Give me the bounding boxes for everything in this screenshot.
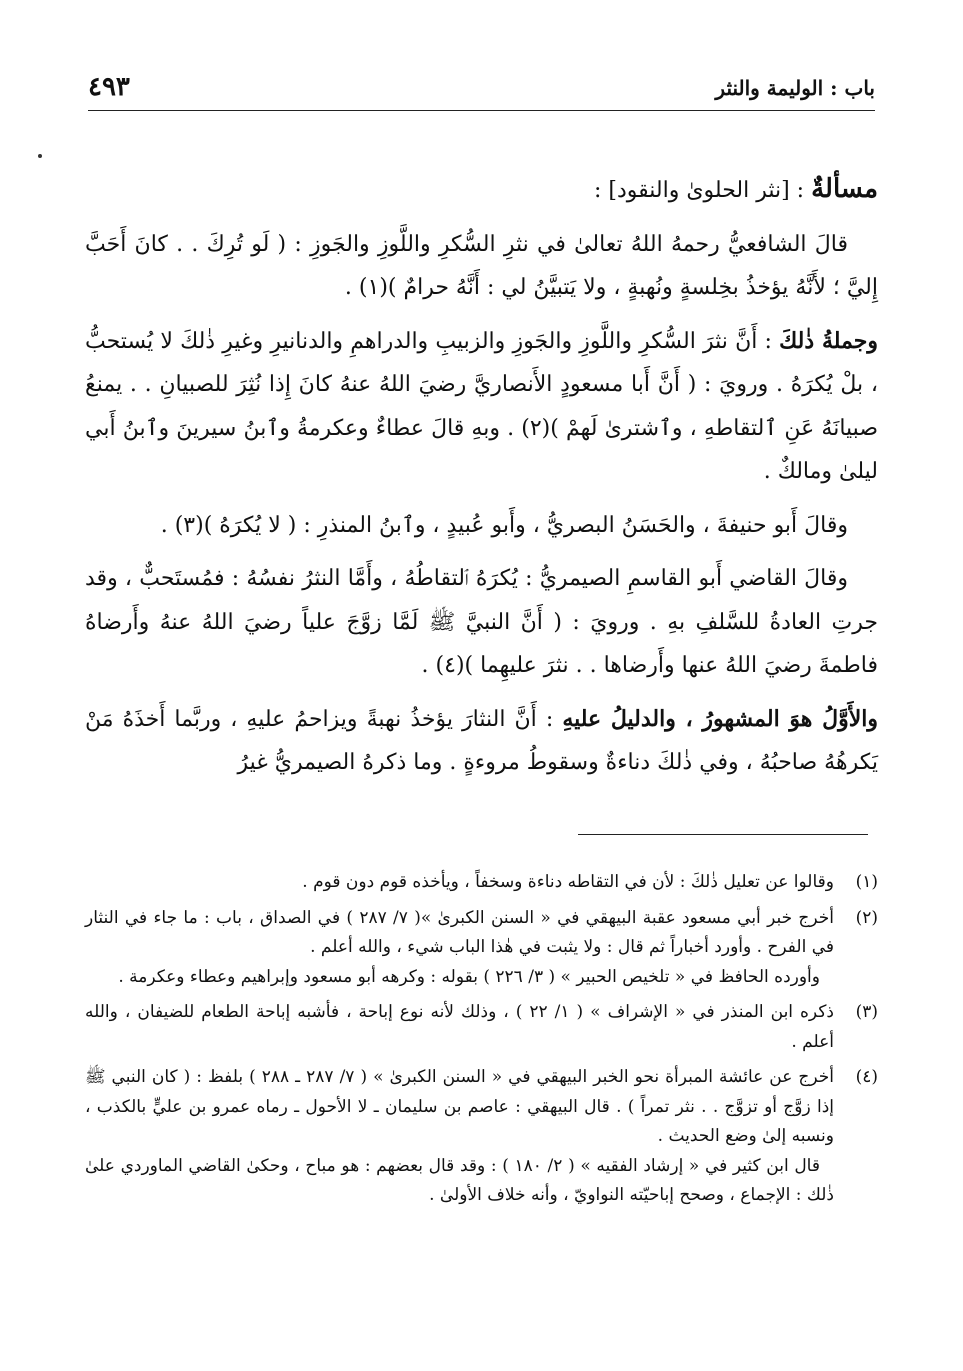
footnote-separator	[578, 834, 868, 835]
main-text	[85, 168, 878, 795]
page-header	[88, 70, 875, 111]
footnote-text: ذكره ابن المنذر في « الإشراف » ( ١/ ٢٢ ) ، وذلك لأنه نوع إباحة ، فأشبه إباحة الطعام للضيفان ، والله أعلم .	[85, 1002, 834, 1052]
paragraph-2-lead: وجملةُ ذٰلكَ	[779, 327, 878, 354]
footnote-body	[85, 904, 834, 993]
footnote-body	[85, 998, 834, 1057]
section-heading	[85, 168, 878, 213]
footnote-body	[85, 868, 834, 898]
footnote	[85, 868, 878, 898]
paragraph-3: وقالَ أَبو حنيفةَ ، والحَسَنُ البصريُّ ، وأَبو عُبيدٍ ، وٱبنُ المنذرِ : ( لا يُكرَهُ )(٣) .	[160, 512, 848, 538]
footnote-subtext: وأورده الحافظ في « تلخيص الحبير » ( ٣/ ٢٢٦ ) بقوله : وكرهه أبو مسعود وإبراهيم وعطاء وعكرمة .	[118, 966, 820, 987]
footnote-number: (١)	[855, 872, 878, 892]
footnote-number: (٢)	[855, 907, 878, 928]
paragraph-2	[85, 320, 878, 494]
footnote-number: (٤)	[855, 1067, 878, 1087]
paragraph-1: قالَ الشافعيُّ رحمهُ اللهُ تعالىٰ في نثرِ السُّكرِ واللَّوزِ والجَوزِ : ( لَو تُرِكَ . . كانَ أَحَبَّ إِليَّ ؛ لأَنَّهُ يؤخذُ بخِلسةٍ ونُهبةٍ ، ولا يَتبيَّنُ لي : أَنَّهُ حرامٌ )(١) .	[85, 231, 878, 300]
footnote-subtext: قال ابن كثير في « إرشاد الفقيه » ( ٢/ ١٨٠ ) : وقد قال بعضهم : هو مباح ، وحكىٰ القاضي الماوردي علىٰ ذٰلك : الإجماع ، وصحح إباحيّته النواويّ ، وأنه خلاف الأولىٰ .	[85, 1155, 834, 1205]
footnote-body	[85, 1063, 834, 1211]
footnotes	[85, 868, 878, 1217]
margin-dot	[38, 154, 42, 158]
footnote	[85, 1063, 878, 1211]
heading-label: مسألةٌ	[811, 174, 878, 204]
footnote-text: أخرج عن عائشة المبرأة نحو الخبر البيهقي في « السنن الكبرىٰ » ( ٧/ ٢٨٧ ـ ٢٨٨ ) بلفظ : ( كان النبي ﷺ إذا زوَّج أو تزوَّج . . نثر تمراً ) . قال البيهقي : عاصم بن سليمان ـ لا الأحول ـ رماه عمرو بن عليٍّ بالكذب ، ونسبه إلىٰ وضع الحديث .	[85, 1067, 834, 1146]
footnote-text: وقالوا عن تعليل ذٰلكَ : لأن في التقاطه دناءة وسخفاً ، ويأخذه قوم دون قوم .	[302, 872, 834, 892]
footnote	[85, 998, 878, 1057]
footnote-text: أخرج خبر أبي مسعود عقبة البيهقي في « السنن الكبرىٰ »( ٧/ ٢٨٧ ) في الصداق ، باب : ما جاء في النثار في الفرح . وأورد أخباراً ثم قال : ولا يثبت في هٰذا الباب شيء ، والله أعلم .	[85, 907, 834, 957]
heading-topic: : [نثر الحلوىٰ والنقود] :	[593, 178, 812, 203]
paragraph-5-body: : أَنَّ النثارَ يؤخذُ نهبةً ويزاحمُ عليهِ ، وربَّما أَخذَهُ مَنْ يَكرهُهُ صاحبُهُ ، وفي ذٰلكَ دناءةٌ وسقوطُ مروءةٍ . وما ذكرهُ الصيمريُّ غيرُ	[85, 706, 878, 775]
page-number: ٤٩٣	[88, 72, 130, 102]
paragraph-5-lead: والأَوَّلُ هوَ المشهورُ ، والدليلُ عليهِ	[562, 705, 878, 732]
paragraph-2-body: : أَنَّ نثرَ السُّكرِ واللَّوزِ والجَوزِ والزبيبِ والدراهمِ والدنانيرِ وغيرِ ذٰلكَ لا يُستحبُّ ، بلْ يُكرَهُ . ورويَ : ( أَنَّ أَبا مسعودٍ الأَنصاريَّ رضيَ اللهُ عنهُ كانَ إِذا نُثِرَ للصبيانِ . . يمنعُ صبيانَهُ عَنِ ٱلتقاطهِ ، وٱشترىٰ لَهمْ )(٢) . وبهِ قالَ عطاءٌ وعكرمةُ وٱبنُ سيرينَ وٱبنُ أَبي ليلىٰ ومالكٌ .	[85, 328, 878, 484]
footnote-number: (٣)	[855, 1002, 878, 1022]
paragraph-4: وقالَ القاضي أَبو القاسمِ الصيمريُّ : يُكرَهُ ٱلتقاطُهُ ، وأَمَّا النثرُ نفسُهُ : فمُستَحبٌّ ، وقد جرتِ العادةُ للسَّلفِ بهِ . ورويَ : ( أَنَّ النبيَّ ﷺ لَمَّا زوَّجَ علياً رضيَ اللهُ عنهُ وأَرضاهُ فاطمةَ رضيَ اللهُ عنها وأَرضاها . . نثرَ عليهِما )(٤) .	[85, 566, 878, 678]
footnote	[85, 904, 878, 993]
paragraph-5	[85, 698, 878, 785]
running-title: باب : الوليمة والنثر	[715, 76, 875, 100]
